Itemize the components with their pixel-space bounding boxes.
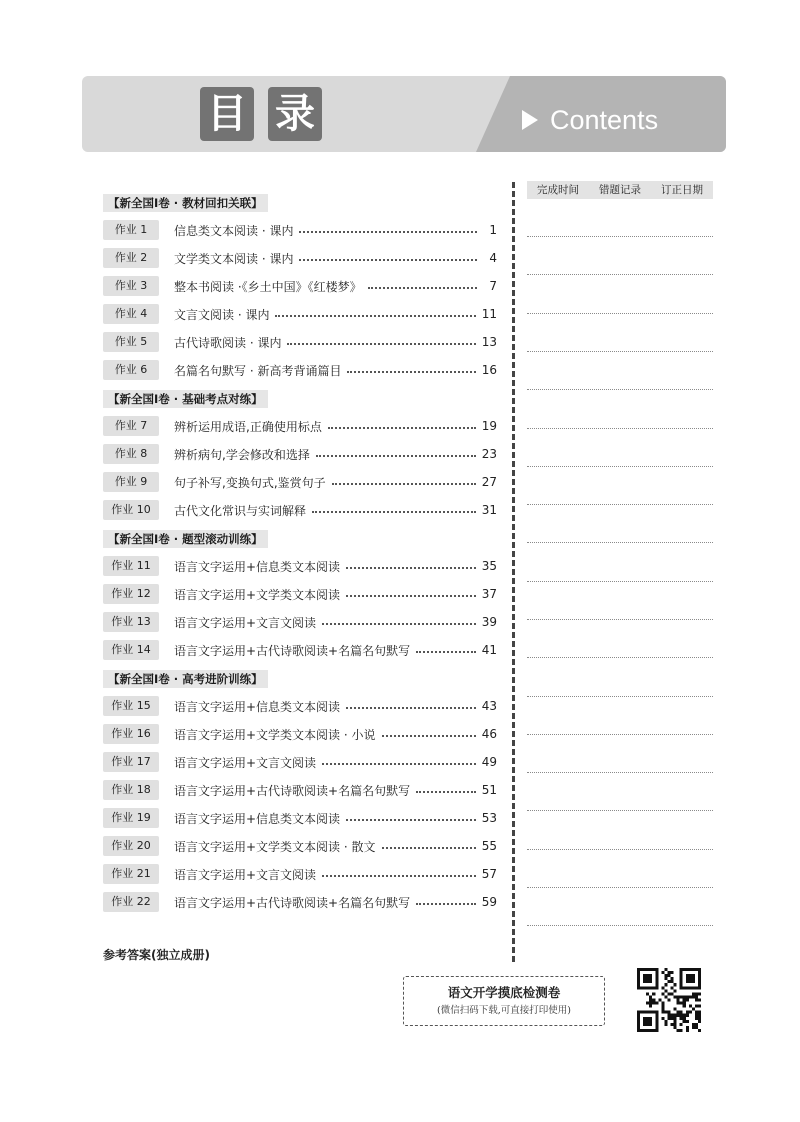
promo-title: 语文开学摸底检测卷 xyxy=(447,985,561,1000)
play-triangle-icon xyxy=(522,110,538,130)
dot-leader xyxy=(416,651,476,653)
entry-title: 整本书阅读 ·《乡土中国》《红楼梦》 xyxy=(174,279,362,294)
tracking-line xyxy=(527,734,713,735)
page-title-char-1: 目 xyxy=(200,87,254,141)
page-number: 43 xyxy=(481,699,497,713)
assignment-label: 作业 7 xyxy=(103,416,159,436)
assignment-label: 作业 14 xyxy=(103,640,159,660)
page-number: 53 xyxy=(481,811,497,825)
page-number: 55 xyxy=(481,839,497,853)
dot-leader xyxy=(328,427,476,429)
tracking-line xyxy=(527,696,713,697)
toc-entry[interactable] xyxy=(103,780,497,802)
tracking-line xyxy=(527,466,713,467)
entry-line xyxy=(174,780,497,800)
toc-entry[interactable] xyxy=(103,500,497,522)
page-number: 16 xyxy=(481,363,497,377)
toc-entry[interactable] xyxy=(103,864,497,886)
assignment-label: 作业 17 xyxy=(103,752,159,772)
entry-line xyxy=(174,892,497,912)
page-number: 46 xyxy=(481,727,497,741)
entry-line xyxy=(174,220,497,240)
toc-entry[interactable] xyxy=(103,612,497,634)
assignment-label: 作业 1 xyxy=(103,220,159,240)
assignment-label: 作业 4 xyxy=(103,304,159,324)
section-header: 【新全国Ⅰ卷 · 题型滚动训练】 xyxy=(103,530,268,548)
tracking-line xyxy=(527,925,713,926)
entry-title: 语言文字运用+文学类文本阅读 xyxy=(174,587,341,602)
entry-line xyxy=(174,640,497,660)
dot-leader xyxy=(322,763,476,765)
entry-line xyxy=(174,752,497,772)
entry-title: 名篇名句默写 · 新高考背诵篇目 xyxy=(174,363,342,378)
entry-line xyxy=(174,556,497,576)
entry-title: 辨析病句,学会修改和选择 xyxy=(174,447,310,462)
entry-line xyxy=(174,360,497,380)
entry-line xyxy=(174,332,497,352)
entry-title: 文言文阅读 · 课内 xyxy=(174,307,270,322)
entry-title: 语言文字运用+信息类文本阅读 xyxy=(174,811,341,826)
tracking-line xyxy=(527,581,713,582)
tracking-header xyxy=(527,181,713,199)
entry-title: 辨析运用成语,正确使用标点 xyxy=(174,419,322,434)
entry-line xyxy=(174,808,497,828)
page-number: 39 xyxy=(481,615,497,629)
dot-leader xyxy=(346,595,476,597)
assignment-label: 作业 16 xyxy=(103,724,159,744)
assignment-label: 作业 8 xyxy=(103,444,159,464)
assignment-label: 作业 13 xyxy=(103,612,159,632)
page-number: 23 xyxy=(481,447,497,461)
toc-entry[interactable] xyxy=(103,248,497,270)
assignment-label: 作业 20 xyxy=(103,836,159,856)
promo-box xyxy=(403,976,605,1026)
assignment-label: 作业 19 xyxy=(103,808,159,828)
dot-leader xyxy=(299,259,477,261)
page-number: 57 xyxy=(481,867,497,881)
reference-answers-note: 参考答案(独立成册) xyxy=(103,948,210,962)
entry-line xyxy=(174,724,497,744)
tracking-line xyxy=(527,887,713,888)
assignment-label: 作业 9 xyxy=(103,472,159,492)
page-number: 13 xyxy=(481,335,497,349)
entry-line xyxy=(174,248,497,268)
page-number: 41 xyxy=(481,643,497,657)
tracking-line xyxy=(527,351,713,352)
entry-title: 语言文字运用+古代诗歌阅读+名篇名句默写 xyxy=(174,783,411,798)
entry-line xyxy=(174,836,497,856)
toc-entry[interactable] xyxy=(103,836,497,858)
page-number: 19 xyxy=(481,419,497,433)
assignment-label: 作业 11 xyxy=(103,556,159,576)
entry-title: 古代文化常识与实词解释 xyxy=(174,503,307,518)
dot-leader xyxy=(382,735,476,737)
toc-entry[interactable] xyxy=(103,640,497,662)
page-number: 37 xyxy=(481,587,497,601)
entry-line xyxy=(174,416,497,436)
toc-entry[interactable] xyxy=(103,472,497,494)
toc-entry[interactable] xyxy=(103,360,497,382)
dot-leader xyxy=(346,567,476,569)
entry-title: 古代诗歌阅读 · 课内 xyxy=(174,335,282,350)
page-number: 59 xyxy=(481,895,497,909)
entry-title: 语言文字运用+文学类文本阅读 · 散文 xyxy=(174,839,376,854)
tracking-col-error-record: 错题记录 xyxy=(599,184,641,196)
assignment-label: 作业 10 xyxy=(103,500,159,520)
entry-title: 语言文字运用+文言文阅读 xyxy=(174,867,317,882)
entry-line xyxy=(174,612,497,632)
column-divider xyxy=(512,182,515,962)
assignment-label: 作业 21 xyxy=(103,864,159,884)
entry-line xyxy=(174,276,497,296)
assignment-label: 作业 22 xyxy=(103,892,159,912)
entry-title: 语言文字运用+古代诗歌阅读+名篇名句默写 xyxy=(174,895,411,910)
dot-leader xyxy=(299,231,477,233)
tracking-col-completion-time: 完成时间 xyxy=(537,184,579,196)
dot-leader xyxy=(316,455,476,457)
assignment-label: 作业 15 xyxy=(103,696,159,716)
contents-heading-text: Contents xyxy=(550,105,659,135)
assignment-label: 作业 12 xyxy=(103,584,159,604)
entry-line xyxy=(174,696,497,716)
toc-entry[interactable] xyxy=(103,724,497,746)
entry-line xyxy=(174,864,497,884)
toc-entry[interactable] xyxy=(103,304,497,326)
toc-entry[interactable] xyxy=(103,332,497,354)
promo-subtitle: (微信扫码下载,可直接打印使用) xyxy=(437,1005,571,1016)
entry-title: 语言文字运用+古代诗歌阅读+名篇名句默写 xyxy=(174,643,411,658)
tracking-line xyxy=(527,772,713,773)
entry-title: 语言文字运用+文学类文本阅读 · 小说 xyxy=(174,727,376,742)
section-header: 【新全国Ⅰ卷 · 教材回扣关联】 xyxy=(103,194,268,212)
dot-leader xyxy=(312,511,476,513)
entry-title: 文学类文本阅读 · 课内 xyxy=(174,251,294,266)
entry-line xyxy=(174,584,497,604)
dot-leader xyxy=(275,315,475,317)
tracking-line xyxy=(527,657,713,658)
page-title-char-2: 录 xyxy=(268,87,322,141)
section-header: 【新全国Ⅰ卷 · 基础考点对练】 xyxy=(103,390,268,408)
entry-line xyxy=(174,304,497,324)
dot-leader xyxy=(416,791,476,793)
toc-entry[interactable] xyxy=(103,892,497,914)
entry-title: 语言文字运用+文言文阅读 xyxy=(174,755,317,770)
page-number: 31 xyxy=(481,503,497,517)
tracking-line xyxy=(527,619,713,620)
entry-line xyxy=(174,472,497,492)
dot-leader xyxy=(322,623,476,625)
tracking-line xyxy=(527,313,713,314)
tracking-line xyxy=(527,236,713,237)
entry-title: 语言文字运用+信息类文本阅读 xyxy=(174,699,341,714)
dot-leader xyxy=(368,287,477,289)
page-number: 1 xyxy=(489,223,497,237)
assignment-label: 作业 6 xyxy=(103,360,159,380)
dot-leader xyxy=(346,819,476,821)
tracking-line xyxy=(527,428,713,429)
dot-leader xyxy=(332,483,476,485)
tracking-line xyxy=(527,810,713,811)
page-number: 7 xyxy=(489,279,497,293)
dot-leader xyxy=(347,371,475,373)
tracking-line xyxy=(527,274,713,275)
toc-entry[interactable] xyxy=(103,556,497,578)
page-number: 51 xyxy=(481,783,497,797)
page-number: 4 xyxy=(489,251,497,265)
tracking-line xyxy=(527,504,713,505)
dot-leader xyxy=(416,903,476,905)
toc-entry[interactable] xyxy=(103,752,497,774)
toc-entry[interactable] xyxy=(103,220,497,242)
toc-entry[interactable] xyxy=(103,584,497,606)
tracking-line xyxy=(527,389,713,390)
entry-line xyxy=(174,444,497,464)
entry-line xyxy=(174,500,497,520)
page-number: 11 xyxy=(481,307,497,321)
assignment-label: 作业 3 xyxy=(103,276,159,296)
assignment-label: 作业 2 xyxy=(103,248,159,268)
dot-leader xyxy=(346,707,476,709)
assignment-label: 作业 18 xyxy=(103,780,159,800)
entry-title: 句子补写,变换句式,鉴赏句子 xyxy=(174,475,326,490)
tracking-col-correction-date: 订正日期 xyxy=(661,184,703,196)
entry-title: 语言文字运用+信息类文本阅读 xyxy=(174,559,341,574)
toc-entry[interactable] xyxy=(103,416,497,438)
entry-title: 语言文字运用+文言文阅读 xyxy=(174,615,317,630)
tracking-line xyxy=(527,849,713,850)
qr-code-icon[interactable] xyxy=(637,968,701,1032)
page-number: 49 xyxy=(481,755,497,769)
toc-entry[interactable] xyxy=(103,696,497,718)
page-number: 35 xyxy=(481,559,497,573)
toc-entry[interactable] xyxy=(103,444,497,466)
dot-leader xyxy=(287,343,475,345)
assignment-label: 作业 5 xyxy=(103,332,159,352)
toc-entry[interactable] xyxy=(103,808,497,830)
tracking-line xyxy=(527,542,713,543)
contents-heading xyxy=(522,103,658,137)
page-number: 27 xyxy=(481,475,497,489)
dot-leader xyxy=(322,875,476,877)
toc-entry[interactable] xyxy=(103,276,497,298)
entry-title: 信息类文本阅读 · 课内 xyxy=(174,223,294,238)
section-header: 【新全国Ⅰ卷 · 高考进阶训练】 xyxy=(103,670,268,688)
dot-leader xyxy=(382,847,476,849)
